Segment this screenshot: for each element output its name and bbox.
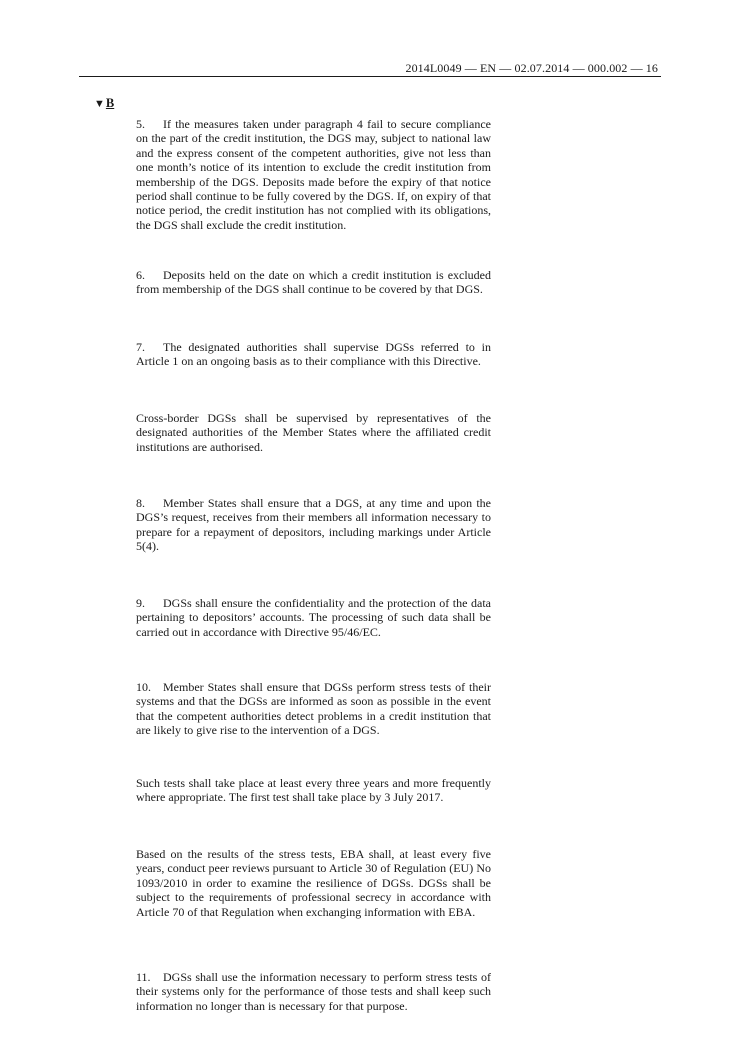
triangle-down-icon: ▼ [94,98,105,110]
paragraph-number: 5. [136,117,145,131]
paragraph-text: The designated authorities shall supervise DGSs referred to in Article 1 on an ongoing basis as to their compliance with this Directive. [136,340,491,369]
paragraph-number: 7. [136,340,145,354]
paragraph-number: 9. [136,596,145,610]
paragraph-text: Based on the results of the stress tests, EBA shall, at least every five years, conduct peer reviews pursuant to Article 30 of Regulation (EU) No 1093/2010 in order to examine the resilience of DGSs. DGSs shall be subject to the requirements of professional secrecy in accordance with Article 70 of that Regulation when exchanging information with EBA. [136,847,491,919]
paragraph-6 [136,268,491,297]
paragraph-text: Deposits held on the date on which a credit institution is excluded from membership of the DGS shall continue to be covered by that DGS. [136,268,491,297]
paragraph-text: DGSs shall ensure the confidentiality and the protection of the data pertaining to depositors’ accounts. The processing of such data shall be carried out in accordance with Directive 95/46/EC. [136,596,491,639]
paragraph-number: 8. [136,496,145,510]
paragraph-text: Cross-border DGSs shall be supervised by representatives of the designated authorities of the Member States where the affiliated credit institutions are authorised. [136,411,491,454]
paragraph-8 [136,496,491,554]
paragraph-number: 10. [136,680,151,694]
paragraph-number: 6. [136,268,145,282]
paragraph-7-cross-border [136,411,491,454]
paragraph-10-peer-reviews [136,847,491,919]
paragraph-11 [136,970,491,1013]
document-reference: 2014L0049 — EN — 02.07.2014 — 000.002 — 16 [405,61,658,75]
amendment-marker [94,96,114,111]
paragraph-5 [136,117,491,232]
paragraph-text: Member States shall ensure that a DGS, at any time and upon the DGS’s request, receives from their members all information necessary to prepare for a repayment of depositors, including markings under Article 5(4). [136,496,491,554]
paragraph-text: If the measures taken under paragraph 4 fail to secure compliance on the part of the credit institution, the DGS may, subject to national law and the express consent of the competent authorities, give not less than one month’s notice of its intention to exclude the credit institution from membership of the DGS. Deposits made before the expiry of that notice period shall continue to be fully covered by the DGS. If, on expiry of that notice period, the credit institution has not complied with its obligations, the DGS shall exclude the credit institution. [136,117,491,232]
paragraph-text: DGSs shall use the information necessary to perform stress tests of their systems only for the performance of those tests and shall keep such information no longer than is necessary for that purpose. [136,970,491,1013]
paragraph-10 [136,680,491,738]
paragraph-text: Such tests shall take place at least every three years and more frequently where appropriate. The first test shall take place by 3 July 2017. [136,776,491,805]
paragraph-10-stress-test-frequency [136,776,491,805]
paragraph-number: 11. [136,970,151,984]
paragraph-7 [136,340,491,369]
header-rule [79,76,661,77]
amendment-marker-label: B [105,96,115,110]
paragraph-text: Member States shall ensure that DGSs perform stress tests of their systems and that the DGSs are informed as soon as possible in the event that the competent authorities detect problems in a credit institution that are likely to give rise to the intervention of a DGS. [136,680,491,738]
paragraph-9 [136,596,491,639]
